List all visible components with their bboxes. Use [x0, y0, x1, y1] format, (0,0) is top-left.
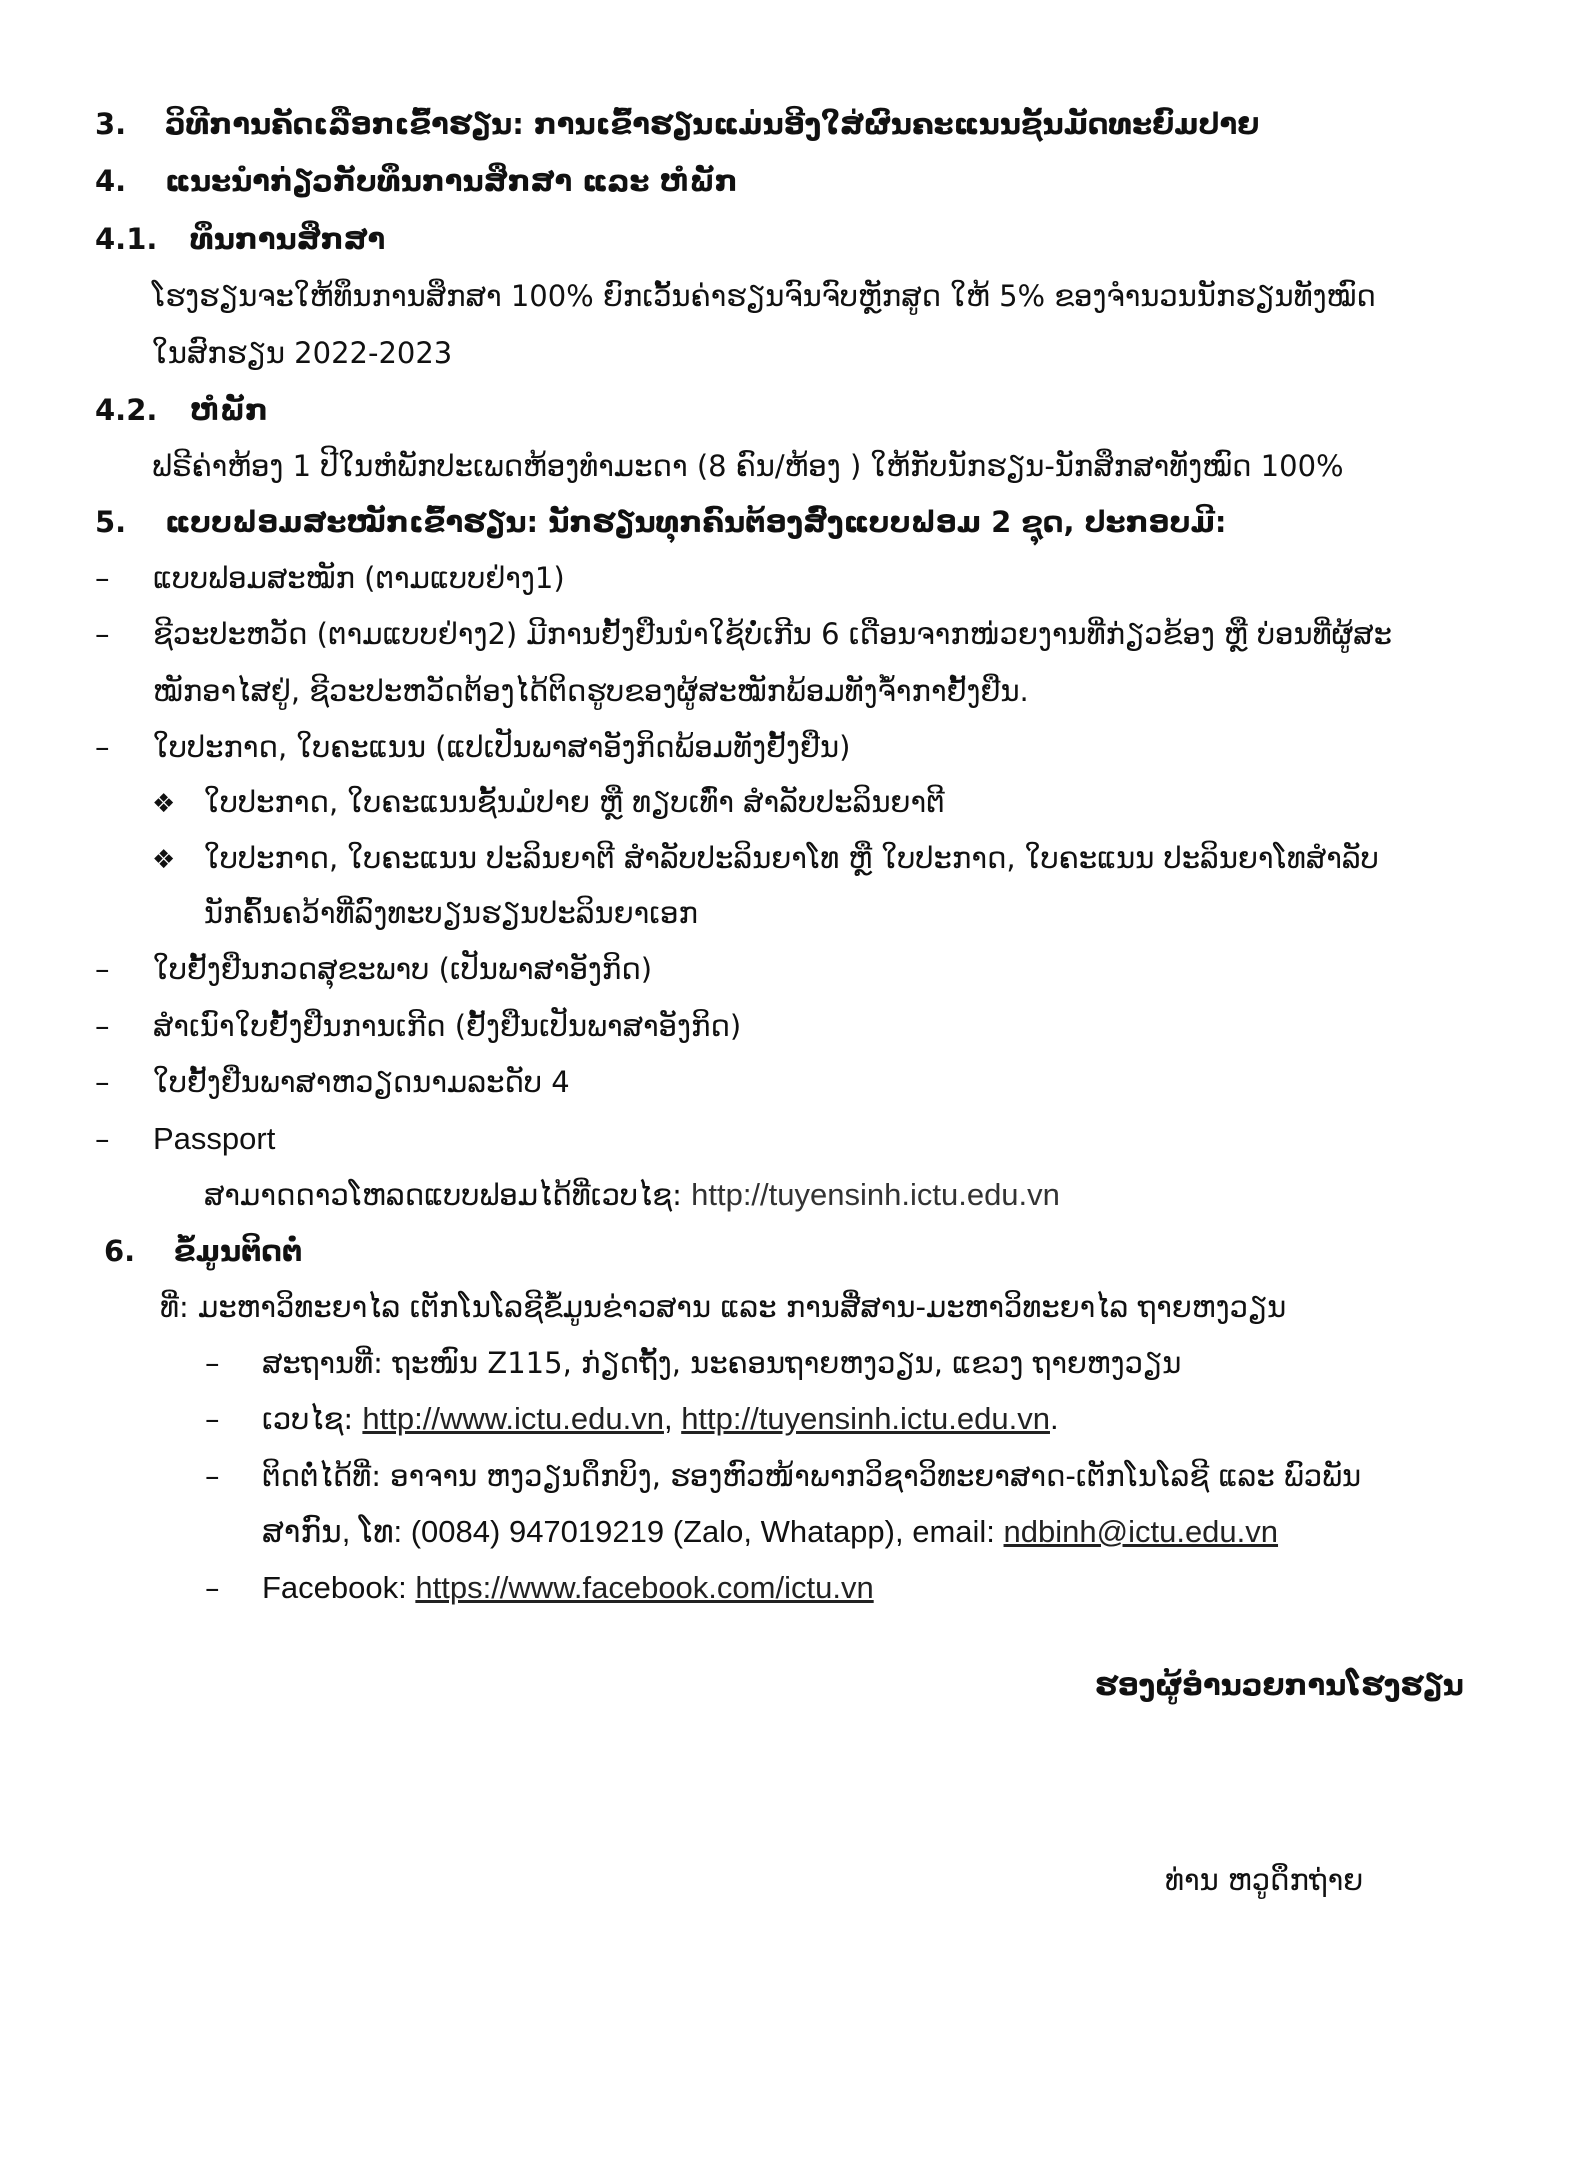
section-4-line — [95, 161, 737, 201]
section-4-heading: ແນະນຳກ່ຽວກັບທຶນການສຶກສາ ແລະ ຫໍພັກ — [165, 164, 738, 198]
website-end: . — [1049, 1401, 1059, 1436]
section-4-1-title: ທຶນການສຶກສາ — [190, 222, 386, 256]
dash-bullet: – — [205, 1459, 220, 1493]
list-item-text: Passport — [153, 1121, 276, 1156]
sub-item-master — [152, 838, 1379, 880]
list-item-health — [95, 949, 652, 989]
list-item-text: ຊີວະປະຫວັດ (ຕາມແບບຢ່າງ2) ມີການຢັ້ງຢືນນຳໃຊ້ບໍ່ເກີນ 6 ເດືອນຈາກໜ່ວຍງານທີ່ກ່ຽວຂ້ອງ ຫຼື ບ່ອນທີ່ຜູ້ສະ — [153, 617, 1392, 651]
website-link-tuyensinh[interactable]: http://tuyensinh.ictu.edu.vn — [681, 1401, 1050, 1436]
diamond-bullet-icon: ❖ — [152, 789, 176, 819]
dash-bullet: – — [95, 730, 110, 764]
section-6-line — [104, 1231, 302, 1271]
section-5-line — [95, 502, 1226, 542]
signature-title: ຮອງຜູ້ອຳນວຍການໂຮງຮຽນ — [1095, 1668, 1464, 1702]
facebook-link[interactable]: https://www.facebook.com/ictu.vn — [415, 1570, 874, 1605]
sub-item-bachelor — [152, 782, 945, 824]
section-6-heading: ຂໍ້ມູນຕິດຕໍ່ — [174, 1234, 303, 1268]
download-prefix: ສາມາດດາວໂຫລດແບບຟອມໄດ້ທີ່ເວບໄຊ: — [204, 1178, 692, 1212]
section-number: 4.2. — [95, 393, 158, 427]
list-item-birth — [95, 1006, 741, 1046]
list-item-language — [95, 1062, 570, 1102]
email-link[interactable]: ndbinh@ictu.edu.vn — [1003, 1514, 1279, 1549]
dash-bullet: – — [95, 1009, 110, 1043]
list-item-cv-continued: ໝັກອາໄສຢູ່, ຊີວະປະຫວັດຕ້ອງໄດ້ຕິດຮູບຂອງຜູ້ສະໝັກພ້ອມທັງຈ້ຳກາຢັ້ງຢືນ. — [153, 674, 1029, 708]
phone-text: ສາກົນ, ໂທ: (0084) 947019219 (Zalo, Whatapp), email: — [262, 1514, 1004, 1549]
dash-bullet: – — [95, 1122, 110, 1156]
section-number: 5. — [95, 505, 127, 539]
scholarship-text-line-1: ໂຮງຮຽນຈະໃຫ້ທຶນການສຶກສາ 100% ຍົກເວັ້ນຄ່າຮຽນຈົນຈົບຫຼັກສູດ ໃຫ້ 5% ຂອງຈຳນວນນັກຮຽນທັງໝົດ — [152, 279, 1376, 313]
dash-bullet: – — [95, 952, 110, 986]
address-text: ສະຖານທີ່: ຖະໜົນ Z115, ກ່ຽດຖັ້ງ, ນະຄອນຖາຍຫງວຽນ, ແຂວງ ຖາຍຫງວຽນ — [262, 1346, 1182, 1380]
scholarship-text-line-2: ໃນສົກຮຽນ 2022-2023 — [152, 336, 453, 370]
website-prefix: ເວບໄຊ: — [262, 1402, 363, 1436]
sub-item-text: ໃບປະກາດ, ໃບຄະແນນ ປະລິນຍາຕີ ສຳລັບປະລິນຍາໂທ ຫຼື ໃບປະກາດ, ໃບຄະແນນ ປະລິນຍາໂທສຳລັບ — [204, 841, 1379, 875]
list-item-passport — [95, 1119, 275, 1159]
section-number: 3. — [95, 107, 127, 141]
sub-item-text: ໃບປະກາດ, ໃບຄະແນນຊັ້ນມໍປາຍ ຫຼື ທຽບເທົ່າ ສຳລັບປະລິນຍາຕີ — [204, 785, 945, 819]
contact-facebook — [205, 1568, 874, 1608]
contact-person — [205, 1456, 1361, 1496]
website-separator: , — [663, 1401, 682, 1436]
contact-institution: ທີ່: ມະຫາວິທະຍາໄລ ເຕັກໂນໂລຊີຂໍ້ມູນຂ່າວສານ ແລະ ການສື່ສານ-ມະຫາວິທະຍາໄລ ຖາຍຫງວຽນ — [160, 1290, 1287, 1324]
dormitory-text-line: ຟຣີຄ່າຫ້ອງ 1 ປີໃນຫໍພັກປະເພດຫ້ອງທຳມະດາ (8 ຄົນ/ຫ້ອງ ) ໃຫ້ກັບນັກຮຽນ-ນັກສຶກສາທັງໝົດ 100% — [152, 449, 1344, 483]
list-item-text: ສຳເນົາໃບຢັ້ງຢືນການເກີດ (ຢັ້ງຢືນເປັນພາສາອັງກິດ) — [153, 1009, 742, 1043]
dash-bullet: – — [205, 1402, 220, 1436]
list-item-text: ໃບຢັ້ງຢືນພາສາຫວຽດນາມລະດັບ 4 — [153, 1065, 570, 1099]
section-4-1-line — [95, 219, 385, 259]
list-item-certificates — [95, 727, 850, 767]
dash-bullet: – — [205, 1346, 220, 1380]
facebook-prefix: Facebook: — [262, 1570, 416, 1605]
dash-bullet: – — [95, 617, 110, 651]
section-3-line — [95, 104, 1259, 144]
list-item-application-form — [95, 558, 565, 598]
contact-website — [205, 1399, 1059, 1439]
download-line — [204, 1175, 1060, 1215]
contact-person-text: ຕິດຕໍ່ໄດ້ທີ່: ອາຈານ ຫງວຽນດຶກບິງ, ຮອງຫົວໜ້າພາກວິຊາວິທະຍາສາດ-ເຕັກໂນໂລຊີ ແລະ ພົວພັນ — [262, 1459, 1362, 1493]
section-4-2-title: ຫໍພັກ — [190, 393, 268, 427]
section-3-text: ວິທີການຄັດເລືອກເຂົ້າຮຽນ: ການເຂົ້າຮຽນແມ່ນອີງໃສ່ຜົນຄະແນນຊັ້ນມັດທະຍົມປາຍ — [165, 107, 1260, 141]
list-item-text: ໃບປະກາດ, ໃບຄະແນນ (ແປເປັນພາສາອັງກິດພ້ອມທັງຢັ້ງຢືນ) — [153, 730, 851, 764]
dash-bullet: – — [205, 1571, 220, 1605]
section-4-2-line — [95, 390, 268, 430]
contact-phone-email — [262, 1512, 1278, 1552]
sub-item-master-continued: ນັກຄົ້ນຄວ້າທີ່ລົງທະບຽນຮຽນປະລິນຍາເອກ — [204, 896, 698, 930]
contact-address — [205, 1343, 1181, 1383]
list-item-text: ໃບຢັ້ງຢືນກວດສຸຂະພາບ (ເປັນພາສາອັງກິດ) — [153, 952, 653, 986]
section-number: 4.1. — [95, 222, 158, 256]
list-item-cv — [95, 614, 1392, 654]
dash-bullet: – — [95, 561, 110, 595]
list-item-text: ແບບຟອມສະໝັກ (ຕາມແບບຢ່າງ1) — [153, 561, 565, 595]
website-link-ictu[interactable]: http://www.ictu.edu.vn — [362, 1401, 664, 1436]
download-link[interactable]: http://tuyensinh.ictu.edu.vn — [691, 1177, 1060, 1212]
section-5-heading: ແບບຟອມສະໝັກເຂົ້າຮຽນ: ນັກຮຽນທຸກຄົນຕ້ອງສົ່ງແບບຟອມ 2 ຊຸດ, ປະກອບມີ: — [165, 505, 1227, 539]
diamond-bullet-icon: ❖ — [152, 845, 176, 875]
section-number: 4. — [95, 164, 127, 198]
signature-name: ທ່ານ ຫວູດຶກຖ່າຍ — [1165, 1863, 1364, 1897]
dash-bullet: – — [95, 1065, 110, 1099]
section-number: 6. — [104, 1234, 136, 1268]
